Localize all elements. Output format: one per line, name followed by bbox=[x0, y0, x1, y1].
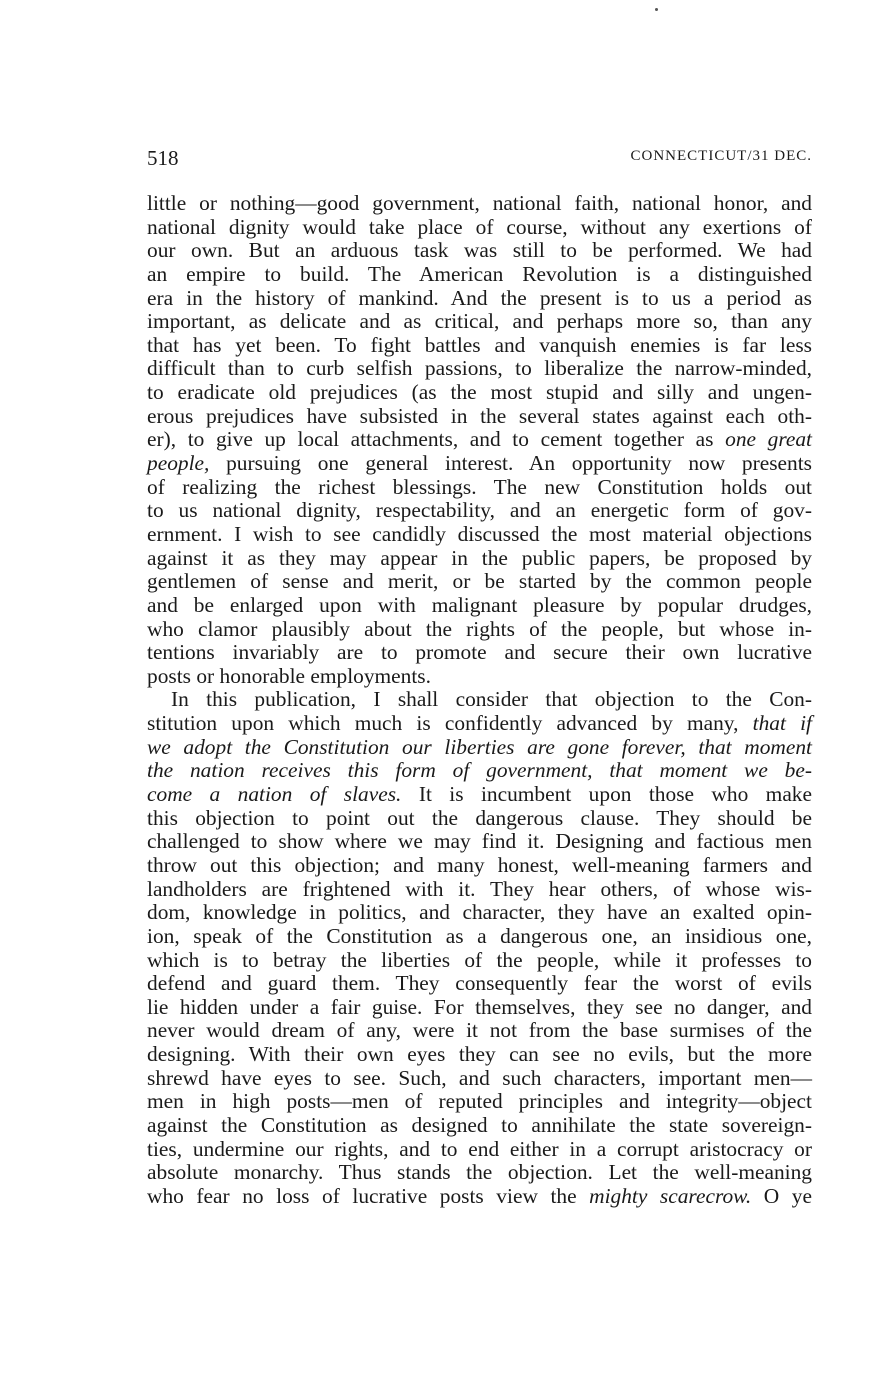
text-line bbox=[147, 1161, 812, 1185]
text-run: an empire to build. The American Revolution is a distinguished bbox=[147, 261, 812, 286]
text-run: against it as they may appear in the public papers, be proposed by bbox=[147, 545, 812, 570]
text-line bbox=[147, 192, 812, 216]
text-line bbox=[147, 523, 812, 547]
text-run: absolute monarchy. Thus stands the objection. Let the well-meaning bbox=[147, 1160, 812, 1185]
text-run: challenged to show where we may find it. Designing and factious men bbox=[147, 829, 812, 854]
text-line bbox=[147, 1114, 812, 1138]
text-line bbox=[147, 641, 812, 665]
text-run: er), to give up local attachments, and to cement together as bbox=[147, 427, 726, 452]
text-line bbox=[147, 381, 812, 405]
text-line bbox=[147, 807, 812, 831]
italic-text: the nation receives this form of government, that moment we be- bbox=[147, 758, 812, 783]
text-run: and be enlarged upon with malignant pleasure by popular drudges, bbox=[147, 592, 812, 617]
text-line bbox=[147, 499, 812, 523]
stray-mark bbox=[655, 8, 658, 11]
text-run: erous prejudices have subsisted in the several states against each oth- bbox=[147, 403, 812, 428]
text-run: designing. With their own eyes they can see no evils, but the more bbox=[147, 1042, 812, 1067]
text-line bbox=[147, 216, 812, 240]
italic-text: come a nation of slaves. bbox=[147, 782, 402, 807]
text-line bbox=[147, 570, 812, 594]
text-line bbox=[147, 996, 812, 1020]
text-line bbox=[147, 334, 812, 358]
text-line bbox=[147, 310, 812, 334]
text-line bbox=[147, 452, 812, 476]
text-line bbox=[147, 972, 812, 996]
text-run: important, as delicate and as critical, and perhaps more so, than any bbox=[147, 309, 812, 334]
text-run: who clamor plausibly about the rights of the people, but whose in- bbox=[147, 616, 812, 641]
text-line bbox=[147, 688, 812, 712]
text-line bbox=[147, 1067, 812, 1091]
italic-text: one great bbox=[725, 427, 812, 452]
text-run: stitution upon which much is confidently advanced by many, bbox=[147, 711, 753, 736]
text-run: gentlemen of sense and merit, or be started by the common people bbox=[147, 569, 812, 594]
text-run: It is incumbent upon those who make bbox=[401, 782, 812, 807]
text-line bbox=[147, 1138, 812, 1162]
text-line bbox=[147, 854, 812, 878]
text-run: never would dream of any, were it not from the base surmises of the bbox=[147, 1018, 812, 1043]
text-run: O ye bbox=[751, 1183, 812, 1208]
text-line bbox=[147, 263, 812, 287]
text-run: dom, knowledge in politics, and character, they have an exalted opin- bbox=[147, 900, 812, 925]
text-line bbox=[147, 618, 812, 642]
text-run: ion, speak of the Constitution as a dangerous one, an insidious one, bbox=[147, 923, 812, 948]
text-line bbox=[147, 1043, 812, 1067]
text-run: which is to betray the liberties of the people, while it professes to bbox=[147, 947, 812, 972]
text-line bbox=[147, 712, 812, 736]
text-run: of realizing the richest blessings. The new Constitution holds out bbox=[147, 474, 812, 499]
text-run: shrewd have eyes to see. Such, and such characters, important men— bbox=[147, 1065, 812, 1090]
text-run: our own. But an arduous task was still to be performed. We had bbox=[147, 238, 812, 263]
text-run: defend and guard them. They consequently fear the worst of evils bbox=[147, 971, 812, 996]
text-line bbox=[147, 665, 812, 689]
text-line bbox=[147, 925, 812, 949]
page-header bbox=[147, 146, 812, 176]
text-line bbox=[147, 428, 812, 452]
text-line bbox=[147, 239, 812, 263]
text-run: that has yet been. To fight battles and vanquish enemies is far less bbox=[147, 332, 812, 357]
text-run: lie hidden under a fair guise. For themselves, they see no danger, and bbox=[147, 994, 812, 1019]
text-run: landholders are frightened with it. They hear others, of whose wis- bbox=[147, 876, 812, 901]
running-head: CONNECTICUT/31 DEC. bbox=[630, 148, 812, 164]
text-line bbox=[147, 783, 812, 807]
text-run: In this publication, I shall consider that objection to the Con- bbox=[171, 687, 812, 712]
text-run: ernment. I wish to see candidly discussed the most material objections bbox=[147, 521, 812, 546]
text-run: throw out this objection; and many honest, well-meaning farmers and bbox=[147, 852, 812, 877]
text-line bbox=[147, 736, 812, 760]
text-line bbox=[147, 287, 812, 311]
text-run: posts or honorable employments. bbox=[147, 663, 431, 688]
body-text bbox=[147, 192, 812, 1209]
text-line bbox=[147, 547, 812, 571]
text-run: tentions invariably are to promote and secure their own lucrative bbox=[147, 640, 812, 665]
text-line bbox=[147, 949, 812, 973]
italic-text: mighty scarecrow. bbox=[589, 1183, 752, 1208]
page-number: 518 bbox=[147, 146, 179, 170]
text-run: pursuing one general interest. An opportunity now presents bbox=[209, 451, 812, 476]
text-line bbox=[147, 759, 812, 783]
text-line bbox=[147, 901, 812, 925]
text-line bbox=[147, 878, 812, 902]
text-line bbox=[147, 830, 812, 854]
text-line bbox=[147, 1185, 812, 1209]
text-run: against the Constitution as designed to annihilate the state sovereign- bbox=[147, 1112, 812, 1137]
text-line bbox=[147, 1019, 812, 1043]
text-run: era in the history of mankind. And the present is to us a period as bbox=[147, 285, 812, 310]
italic-text: we adopt the Constitution our liberties are gone forever, that moment bbox=[147, 734, 812, 759]
text-run: men in high posts—men of reputed principles and integrity—object bbox=[147, 1089, 812, 1114]
text-run: to us national dignity, respectability, and an energetic form of gov- bbox=[147, 498, 812, 523]
text-run: ties, undermine our rights, and to end either in a corrupt aristocracy or bbox=[147, 1136, 812, 1161]
text-run: national dignity would take place of course, without any exertions of bbox=[147, 214, 812, 239]
text-run: this objection to point out the dangerous clause. They should be bbox=[147, 805, 812, 830]
italic-text: that if bbox=[752, 711, 812, 736]
text-run: who fear no loss of lucrative posts view the bbox=[147, 1183, 590, 1208]
text-run: little or nothing—good government, national faith, national honor, and bbox=[147, 191, 812, 215]
text-run: to eradicate old prejudices (as the most stupid and silly and ungen- bbox=[147, 380, 812, 405]
italic-text: people, bbox=[147, 451, 210, 476]
text-line bbox=[147, 476, 812, 500]
text-line bbox=[147, 405, 812, 429]
text-line bbox=[147, 357, 812, 381]
text-line bbox=[147, 594, 812, 618]
text-run: difficult than to curb selfish passions, to liberalize the narrow-minded, bbox=[147, 356, 812, 381]
text-line bbox=[147, 1090, 812, 1114]
